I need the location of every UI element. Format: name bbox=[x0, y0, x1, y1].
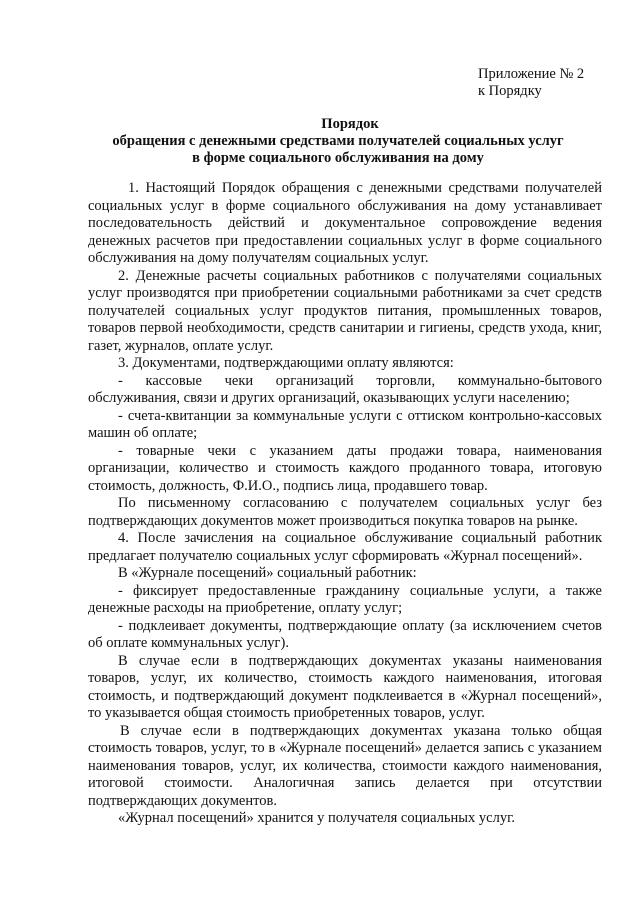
list-item-sales-receipts: - товарные чеки с указанием даты продажи товара, наименования организации, количество и стоимость каждого проданного товара, итоговую стоимость, должность, Ф.И.О., подпись лица, продавшего товар. bbox=[88, 442, 602, 494]
list-item-invoices: - счета-квитанции за коммунальные услуги с оттиском контрольно-кассовых машин об оплате; bbox=[88, 407, 602, 441]
paragraph-market-purchase: По письменному согласованию с получателем социальных услуг без подтверждающих документов может производиться покупка товаров на рынке. bbox=[88, 495, 602, 529]
list-item-attaches-documents: - подклеивает документы, подтверждающие оплату (за исключением счетов об оплате коммунальных услуг). bbox=[88, 617, 602, 651]
appendix-reference bbox=[478, 66, 584, 100]
appendix-line-2: к Порядку bbox=[478, 83, 542, 99]
document-heading bbox=[0, 116, 640, 167]
appendix-line-1: Приложение № 2 bbox=[478, 66, 585, 82]
paragraph-2: 2. Денежные расчеты социальных работников с получателями социальных услуг производятся при приобретении социальными работниками за счет средств получателей социальных услуг продуктов питания, промышленных товаров, товаров первой необходимости, средств санитарии и гигиены, средств ухода, книг, газет, журналов, оплате услуг. bbox=[88, 267, 602, 354]
list-item-records-services: - фиксирует предоставленные гражданину социальные услуги, а также денежные расходы на приобретение, оплату услуг; bbox=[88, 582, 602, 616]
paragraph-1: 1. Настоящий Порядок обращения с денежными средствами получателей социальных услуг в форме социального обслуживания на дому устанавливает последовательность действий и документальное сопровождение ведения денежных расчетов при предоставлении социальных услуг в форме социального обслуживания на дому получателям социальных услуг. bbox=[88, 180, 602, 266]
list-item-cash-receipts: - кассовые чеки организаций торговли, коммунально-бытового обслуживания, связи и других организаций, оказывающих услуги населению; bbox=[88, 372, 602, 406]
paragraph-itemized-documents: В случае если в подтверждающих документах указаны наименования товаров, услуг, их количество, стоимость каждого наименования, итоговая стоимость, и подтверждающий документ подклеивается в «Журнал посещений», то указывается общая стоимость приобретенных товаров, услуг. bbox=[88, 652, 602, 721]
paragraph-journal-intro: В «Журнале посещений» социальный работник: bbox=[118, 565, 417, 581]
heading-subtitle-line-1: обращения с денежными средствами получателей социальных услуг bbox=[112, 133, 564, 149]
paragraph-4: 4. После зачисления на социальное обслуживание социальный работник предлагает получателю социальных услуг сформировать «Журнал посещений». bbox=[88, 530, 602, 564]
heading-subtitle-line-2: в форме социального обслуживания на дому bbox=[192, 150, 484, 166]
paragraph-total-only-documents: В случае если в подтверждающих документах указана только общая стоимость товаров, услуг, то в «Журнале посещений» делается запись с указанием наименования товаров, услуг, их количества, стоимости каждого наименования, итоговой стоимости. Аналогичная запись делается при отсутствии подтверждающих документов. bbox=[88, 722, 602, 809]
paragraph-journal-storage: «Журнал посещений» хранится у получателя социальных услуг. bbox=[118, 810, 516, 826]
document-body bbox=[88, 180, 602, 828]
paragraph-3: 3. Документами, подтверждающими оплату являются: bbox=[118, 355, 454, 371]
heading-title: Порядок bbox=[321, 116, 379, 132]
